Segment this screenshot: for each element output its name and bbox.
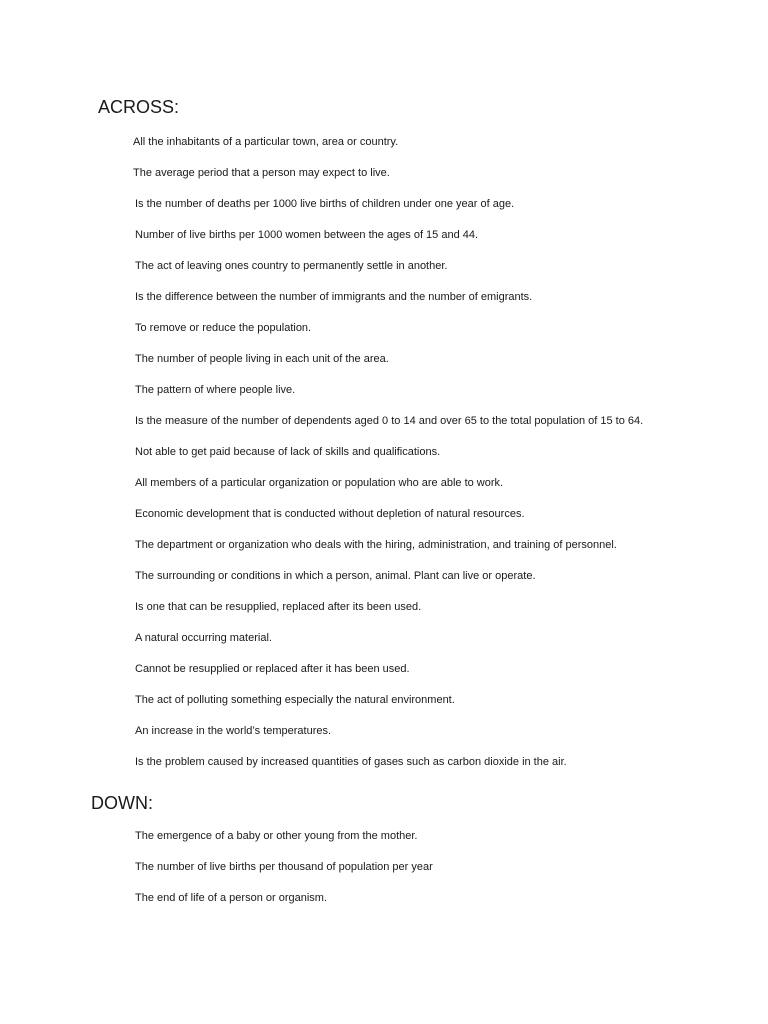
across-clue: The average period that a person may expect to live. (133, 167, 390, 179)
down-clue: The number of live births per thousand of population per year (135, 861, 433, 873)
down-heading: DOWN: (91, 793, 153, 813)
across-clue: The act of leaving ones country to permanently settle in another. (135, 260, 448, 272)
across-clue: Cannot be resupplied or replaced after it has been used. (135, 663, 410, 675)
down-clue: The emergence of a baby or other young from the mother. (135, 830, 418, 842)
across-clue: Economic development that is conducted without depletion of natural resources. (135, 508, 525, 520)
across-clue: All members of a particular organization or population who are able to work. (135, 477, 504, 489)
across-clue: Is the number of deaths per 1000 live births of children under one year of age. (135, 198, 515, 210)
across-clue: Number of live births per 1000 women between the ages of 15 and 44. (135, 229, 479, 241)
across-clue: The department or organization who deals with the hiring, administration, and training of personnel. (135, 539, 617, 551)
across-clue: The surrounding or conditions in which a person, animal. Plant can live or operate. (135, 570, 536, 582)
across-clue: Is one that can be resupplied, replaced after its been used. (135, 601, 422, 613)
across-clue: All the inhabitants of a particular town, area or country. (133, 136, 399, 148)
across-clue: Is the measure of the number of dependents aged 0 to 14 and over 65 to the total population of 15 to 64. (135, 415, 644, 427)
across-clue: The act of polluting something especially the natural environment. (135, 694, 455, 706)
across-clue: Is the difference between the number of immigrants and the number of emigrants. (135, 291, 533, 303)
across-clue: A natural occurring material. (135, 632, 272, 644)
across-heading: ACROSS: (98, 97, 180, 117)
across-clue: Not able to get paid because of lack of skills and qualifications. (135, 446, 441, 458)
across-clue: An increase in the world’s temperatures. (135, 725, 332, 737)
across-clue: To remove or reduce the population. (135, 322, 312, 334)
across-clue: The number of people living in each unit of the area. (135, 353, 389, 365)
across-clue: The pattern of where people live. (135, 384, 296, 396)
across-clue: Is the problem caused by increased quantities of gases such as carbon dioxide in the air. (135, 756, 567, 768)
down-clue: The end of life of a person or organism. (135, 892, 327, 904)
